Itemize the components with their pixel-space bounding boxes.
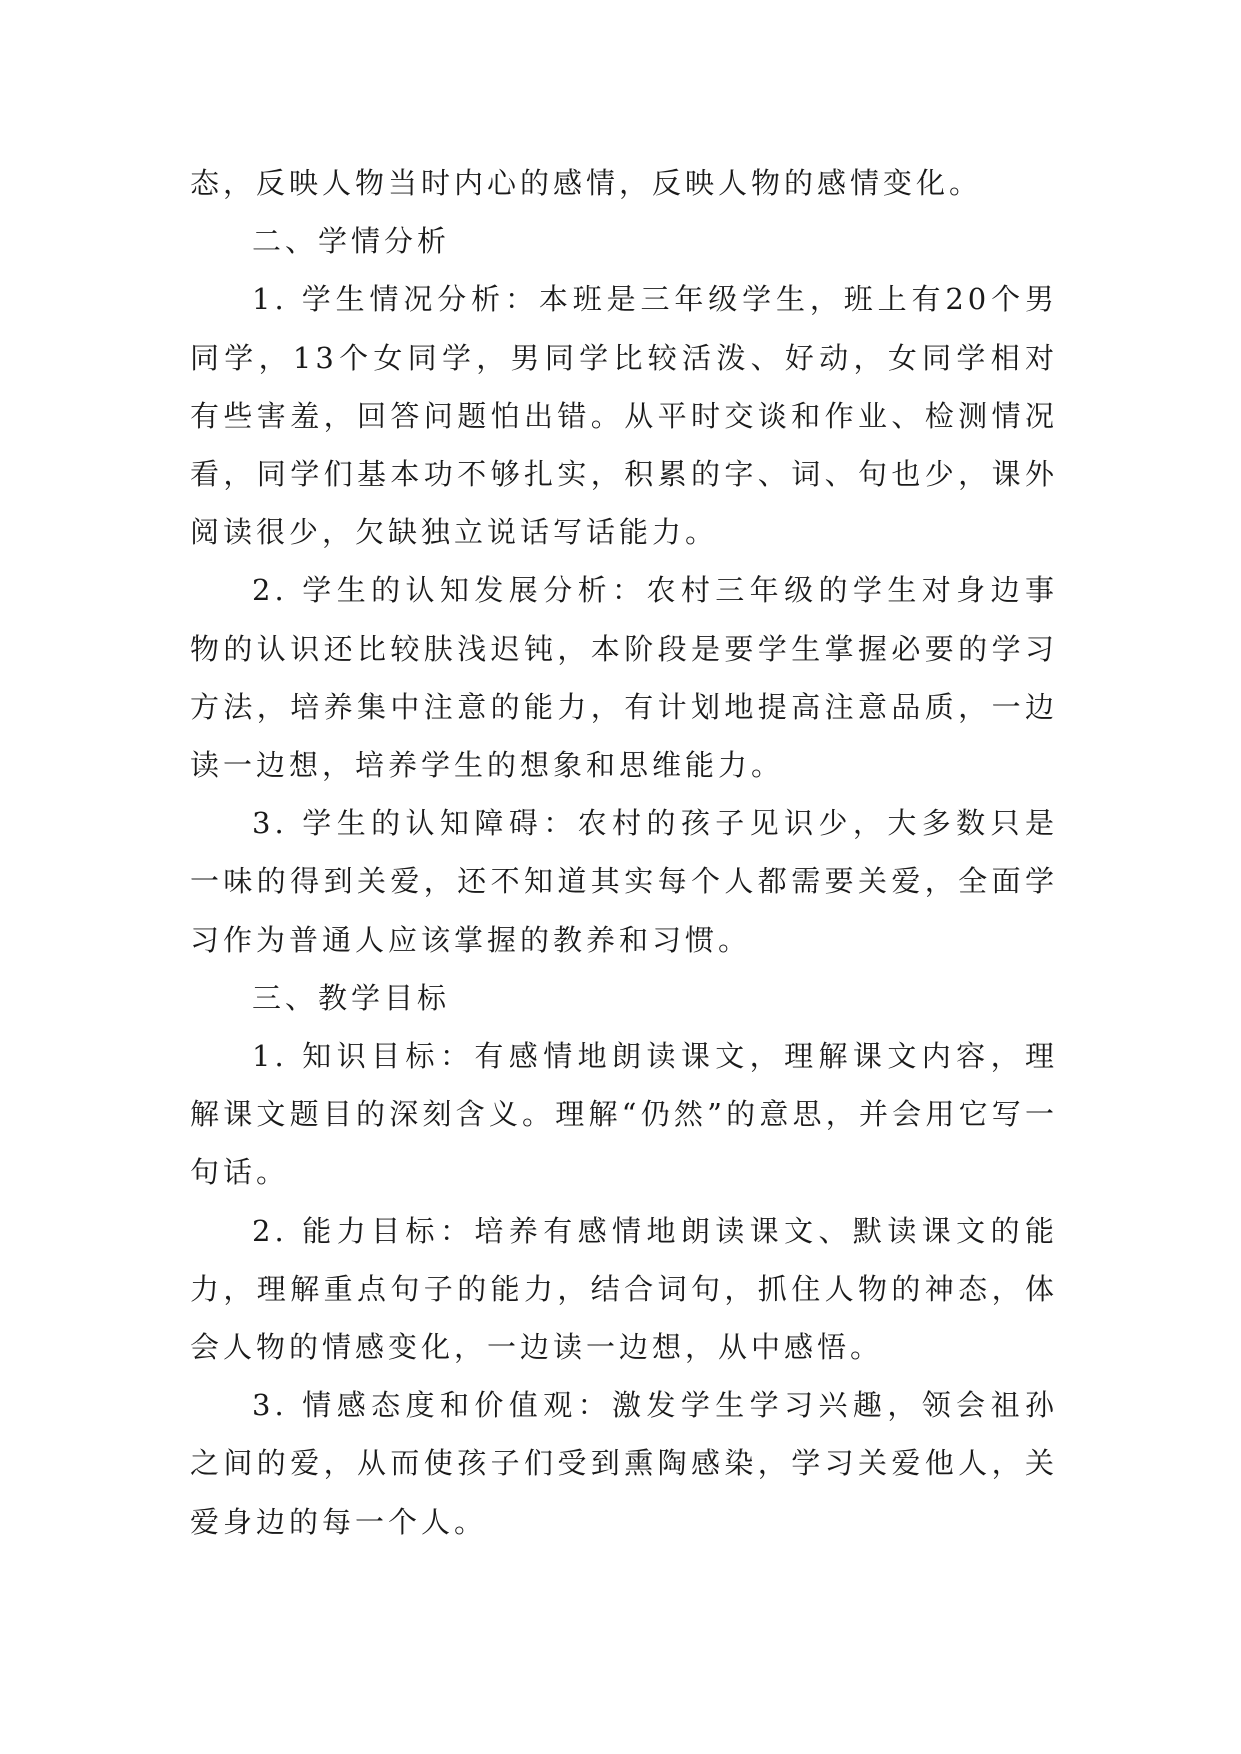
- paragraph-cognitive-obstacles: 3. 学生的认知障碍：农村的孩子见识少，大多数只是一味的得到关爱，还不知道其实每个人都需要关爱，全面学习作为普通人应该掌握的教养和习惯。: [190, 806, 1058, 957]
- paragraph-knowledge-goal: 1. 知识目标：有感情地朗读课文，理解课文内容，理解课文题目的深刻含义。理解“仍然”的意思，并会用它写一句话。: [190, 1039, 1058, 1190]
- section-heading-teaching-goals: 三、教学目标: [252, 980, 451, 1015]
- document-body: [190, 154, 1058, 1551]
- paragraph-emotion-goal: 3. 情感态度和价值观：激发学生学习兴趣，领会祖孙之间的爱，从而使孩子们受到熏陶感染，学习关爱他人，关爱身边的每一个人。: [190, 1388, 1058, 1539]
- paragraph-student-situation: 1. 学生情况分析：本班是三年级学生，班上有20个男同学，13个女同学，男同学比较活泼、好动，女同学相对有些害羞，回答问题怕出错。从平时交谈和作业、检测情况看，同学们基本功不够扎实，积累的字、词、句也少，课外阅读很少，欠缺独立说话写话能力。: [190, 282, 1058, 550]
- paragraph-continuation: 态，反映人物当时内心的感情，反映人物的感情变化。: [190, 166, 983, 200]
- section-heading-learning-analysis: 二、学情分析: [252, 224, 451, 259]
- paragraph-cognitive-development: 2. 学生的认知发展分析：农村三年级的学生对身边事物的认识还比较肤浅迟钝，本阶段是要学生掌握必要的学习方法，培养集中注意的能力，有计划地提高注意品质，一边读一边想，培养学生的想象和思维能力。: [190, 573, 1058, 783]
- paragraph-ability-goal: 2. 能力目标：培养有感情地朗读课文、默读课文的能力，理解重点句子的能力，结合词句，抓住人物的神态，体会人物的情感变化，一边读一边想，从中感悟。: [190, 1213, 1058, 1365]
